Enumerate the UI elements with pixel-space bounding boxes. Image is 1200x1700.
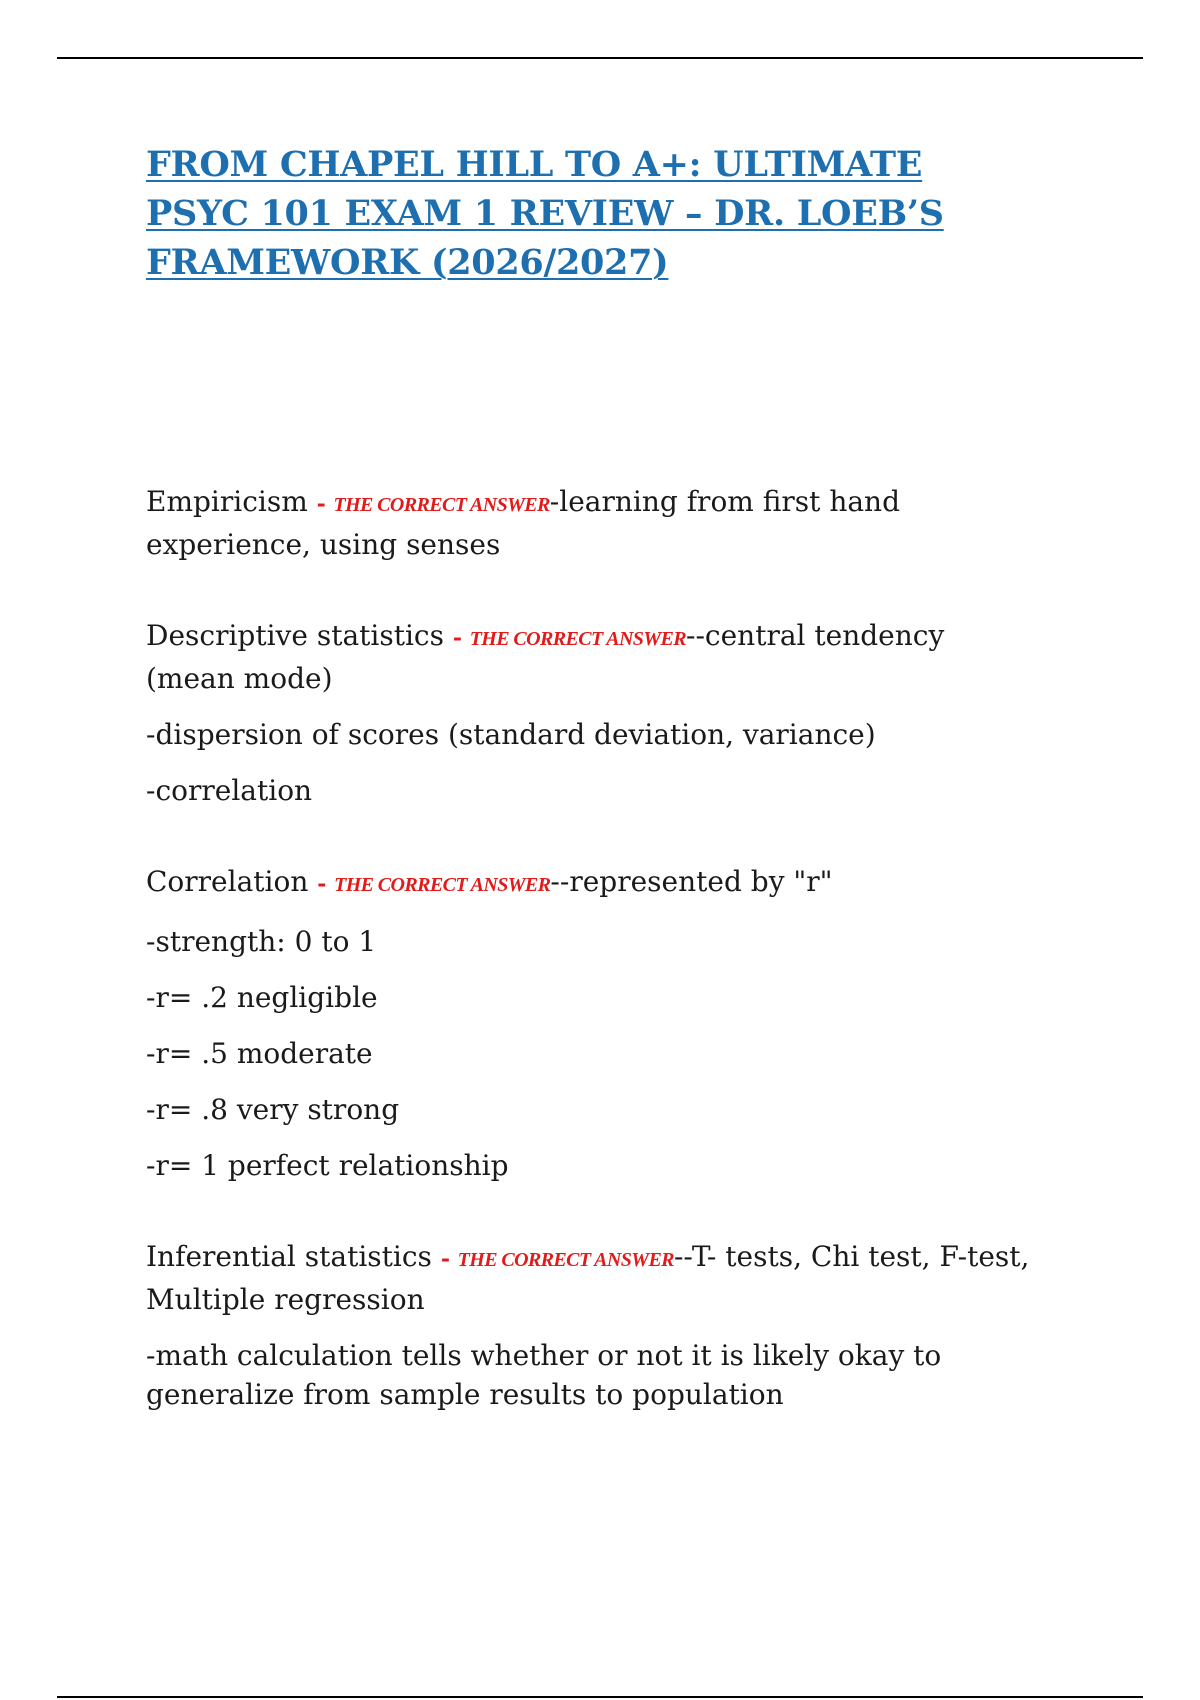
qa-item-descriptive-statistics — [146, 616, 1036, 810]
term: Empiricism — [146, 485, 317, 518]
answer-line: -correlation — [146, 774, 313, 807]
correct-answer-marker: THE CORRECT ANSWER — [457, 1249, 674, 1271]
answer-text: --T- tests, Chi test, F-test, Multiple regression — [146, 1240, 1030, 1316]
qa-item-inferential-statistics — [146, 1237, 1036, 1414]
correct-answer-marker: THE CORRECT ANSWER — [469, 628, 686, 650]
qa-first-line — [146, 482, 1036, 564]
qa-item-correlation — [146, 862, 1036, 1185]
answer-line: -strength: 0 to 1 — [146, 925, 377, 958]
answer-line: -r= 1 perfect relationship — [146, 1149, 509, 1182]
answer-line: -r= .5 moderate — [146, 1037, 373, 1070]
document-title: FROM CHAPEL HILL TO A+: ULTIMATE PSYC 101 EXAM 1 REVIEW – DR. LOEB’S FRAMEWORK (2026/2027) — [146, 144, 944, 283]
top-divider — [57, 57, 1143, 59]
answer-line: -math calculation tells whether or not it is likely okay to generalize from sample results to population — [146, 1339, 942, 1411]
answer-dash: - — [452, 625, 470, 651]
qa-first-line — [146, 862, 1036, 905]
answer-line: -r= .8 very strong — [146, 1093, 400, 1126]
answer-dash: - — [316, 491, 334, 517]
term: Descriptive statistics — [146, 619, 453, 652]
document-body — [146, 140, 1036, 1414]
qa-list — [146, 482, 1036, 1414]
correct-answer-marker: THE CORRECT ANSWER — [333, 494, 550, 516]
term: Correlation — [146, 865, 318, 898]
answer-line: -r= .2 negligible — [146, 981, 378, 1014]
answer-text: --central tendency (mean mode) — [146, 619, 945, 695]
qa-first-line — [146, 1237, 1036, 1319]
answer-line: -dispersion of scores (standard deviation, variance) — [146, 718, 876, 751]
answer-dash: - — [440, 1246, 458, 1272]
term: Inferential statistics — [146, 1240, 441, 1273]
answer-text: -learning from first hand experience, using senses — [146, 485, 901, 561]
correct-answer-marker: THE CORRECT ANSWER — [334, 874, 551, 896]
answer-dash: - — [317, 871, 335, 897]
qa-item-empiricism — [146, 482, 1036, 564]
bottom-divider — [57, 1696, 1143, 1698]
answer-text: --represented by "r" — [550, 865, 833, 898]
qa-first-line — [146, 616, 1036, 698]
